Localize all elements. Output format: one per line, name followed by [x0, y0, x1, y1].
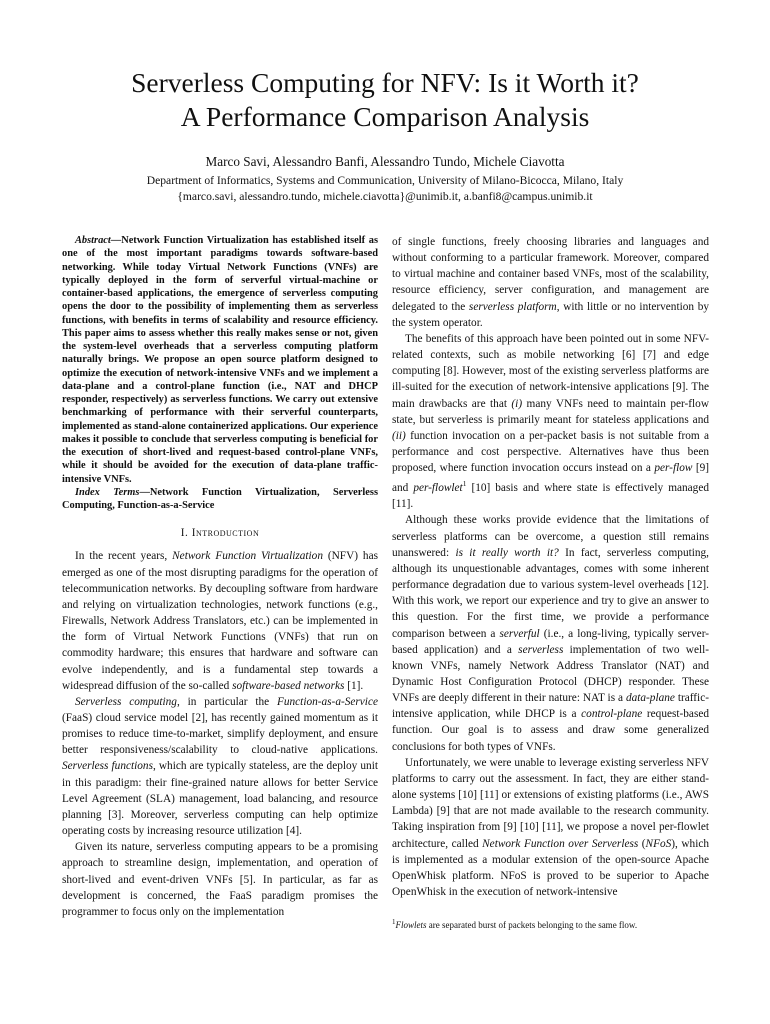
text-run: , in particular the — [176, 695, 277, 708]
title-line-2: A Performance Comparison Analysis — [180, 101, 590, 132]
text-run: In the recent years, — [75, 550, 173, 563]
index-terms-text: —Network Function Virtualization, Serverless Computing, Function-as-a-Service — [62, 486, 378, 511]
text-run: function invocation on a per-packet basis is not suitable from a performance and cost perspective. Alternatives have thus been proposed, where function invocation occurs instead on a — [392, 429, 709, 475]
section-heading-introduction — [62, 525, 378, 541]
affiliation-emails: {marco.savi, alessandro.tundo, michele.ciavotta}@unimib.it, a.banfi8@campus.unimib.it — [177, 189, 593, 203]
text-run: Although these works provide evidence that the limitations of serverless platforms can be overcome, a question still remains unanswered: — [392, 514, 709, 559]
text-run: (FaaS) cloud service model [2], has recently gained momentum as it promises to reduce time-to-market, simplify deployment, and ensure better responsiveness/scalability to cloud-native applications. — [62, 711, 378, 757]
emphasis: Function-as-a-Service — [276, 695, 378, 708]
emphasis: (i) — [511, 397, 523, 410]
section-title: Introduction — [191, 527, 260, 540]
abstract-lead: Abstract — [75, 235, 111, 246]
text-run: implementation of two well-known VNFs, namely Network Address Translator (NAT) and Dynamic Host Configuration Protocol (DHCP) responder. These VNFs are deeply different in their nature: NAT is a — [392, 643, 709, 705]
emphasis: Network Function Virtualization — [172, 550, 323, 563]
abstract-text: —Network Function Virtualization has established itself as one of the most important paradigms towards software-based networking. While today Virtual Network Functions (VNFs) are typically deployed in the form of serverful virtual-machine or container-based applications, the emergence of serverless computing opens the door to the possibility of implementing them as serverless functions, with benefits in terms of scalability and resource efficiency. This paper aims to assess whether this really makes sense or not, given the system-level overheads that a serverless computing platform naturally brings. We propose an open source platform designed to optimize the execution of network-intensive VNFs and we implement a data-plane and a control-plane function (i.e., NAT and DHCP responder, respectively) as serverless functions. We carry out extensive benchmarking of performance with their serverful counterparts, implemented as stand-alone containerized applications. Our experience makes it possible to conclude that serverless computing is beneficial for the execution of short-lived and request-based control-plane VNFs, while it should be avoided for the execution of data-plane traffic-intensive VNFs. — [62, 235, 378, 485]
text-run: [1]. — [344, 679, 364, 692]
emphasis: software-based networks — [232, 679, 345, 692]
text-run: many VNFs need to maintain per-flow state, but serverless is primarily meant for stateless applications and — [392, 397, 709, 426]
emphasis: serverless platform — [468, 300, 557, 313]
intro-paragraph-2 — [62, 694, 378, 839]
right-column — [392, 234, 709, 900]
text-run: [10] basis and where state is effectively managed [11]. — [392, 482, 709, 511]
text-run: Unfortunately, we were unable to leverage existing serverless NFV platforms to carry out the assessment. In fact, they are either stand-alone systems [10] [11] or extensions of existing platforms (i.e., AWS Lambda) [9] that are not made available to the research community. Taking inspiration from [9] [10] [11], we propose a novel per-flowlet architecture, called — [392, 756, 709, 850]
text-run: ), which is implemented as a modular extension of the open-source Apache OpenWhisk platform. NFoS is proved to be superior to Apache OpenWhisk in the execution of network-intensive — [392, 837, 709, 899]
title-line-1: Serverless Computing for NFV: Is it Worth it? — [131, 67, 639, 98]
footnote-term: Flowlets — [395, 920, 427, 930]
text-run: [9] and — [392, 462, 710, 495]
emphasis: (ii) — [392, 429, 406, 442]
left-column — [62, 234, 378, 920]
affiliation — [40, 173, 730, 204]
footnote — [392, 916, 709, 931]
emphasis: serverful — [499, 627, 540, 640]
emphasis: per-flow — [654, 462, 693, 475]
paper-title — [40, 66, 730, 134]
intro-paragraph-4 — [392, 234, 709, 331]
emphasis: Serverless functions — [62, 760, 153, 773]
emphasis: Network Function over Serverless — [482, 837, 639, 850]
footnote-text: are separated burst of packets belonging to the same flow. — [426, 920, 638, 930]
intro-paragraph-1 — [62, 548, 378, 693]
intro-paragraph-7 — [392, 755, 709, 900]
footnote-marker[interactable]: 1 — [462, 479, 467, 489]
footnote-number: 1 — [392, 918, 396, 926]
author-list: Marco Savi, Alessandro Banfi, Alessandro Tundo, Michele Ciavotta — [205, 154, 565, 169]
emphasis: NFoS — [645, 837, 672, 850]
text-run: , with little or no intervention by the system operator. — [392, 300, 710, 329]
text-run: In fact, serverless computing, although its unquestionable advantages, comes with some inherent performance degradation due to various system-level overheads [12]. With this work, we report our experience and try to give an answer to this question. For the first time, we provide a performance comparison between a — [392, 546, 709, 640]
emphasis: Serverless computing — [75, 695, 177, 708]
text-run: (i.e., a long-living, typically server-based application) and a — [392, 627, 709, 656]
intro-paragraph-6 — [392, 512, 709, 754]
intro-paragraph-3: Given its nature, serverless computing appears to be a promising approach to streamline design, implementation, and operation of short-lived and event-driven VNFs [5]. In particular, as far as development is concerned, the FaaS paradigm promises the programmer to focus only on the implementation — [62, 841, 378, 918]
emphasis: serverless — [518, 643, 564, 656]
text-run: traffic-intensive application, while DHCP is a — [392, 692, 709, 721]
text-run: The benefits of this approach have been pointed out in some NFV-related contexts, such as mobile networking [6] [7] and edge computing [8]. However, most of the existing serverless platforms are ill-suited for the execution of network-intensive applications [9]. The main drawbacks are that — [392, 332, 709, 410]
text-run: ( — [638, 837, 646, 850]
emphasis: data-plane — [625, 692, 675, 705]
abstract — [62, 234, 378, 486]
emphasis: per-flowlet — [413, 482, 463, 495]
index-terms — [62, 486, 378, 513]
text-run: , which are typically stateless, are the deploy unit in this paradigm: their fine-grained nature allows for better Service Level Agreement (SLA) management, load balancing, and resource planning [3]. Moreover, serverless computing can help optimize operating costs by increasing resource utilization [4]. — [62, 760, 378, 838]
text-run: of single functions, freely choosing libraries and languages and without conforming to a particular framework. Moreover, compared to virtual machine and container based VNFs, most of the scalability, resource efficiency, server configuration, and management are delegated to the — [392, 236, 709, 313]
emphasis: is it really worth it? — [455, 546, 559, 559]
text-run: request-based function. Our goal is to assess and draw some generalized conclusions for both types of VNFs. — [392, 708, 710, 753]
intro-paragraph-5 — [392, 331, 709, 512]
section-number: I. — [180, 527, 189, 540]
index-terms-lead: Index Terms — [75, 486, 140, 498]
emphasis: control-plane — [581, 708, 643, 721]
text-run: (NFV) has emerged as one of the most disrupting paradigms for the operation of telecommunication networks. By decoupling software from hardware and relying on virtualization technologies, network functions (e.g., Firewalls, Network Address Translators, etc.) can be implemented in the form of Virtual Network Functions (VNFs) that run on commodity hardware; this ensures that hardware and software can evolve independently, and is a fundamental step towards a widespread diffusion of the so-called — [62, 550, 378, 692]
affiliation-department: Department of Informatics, Systems and Communication, University of Milano-Bicocca, Milano, Italy — [146, 174, 624, 187]
